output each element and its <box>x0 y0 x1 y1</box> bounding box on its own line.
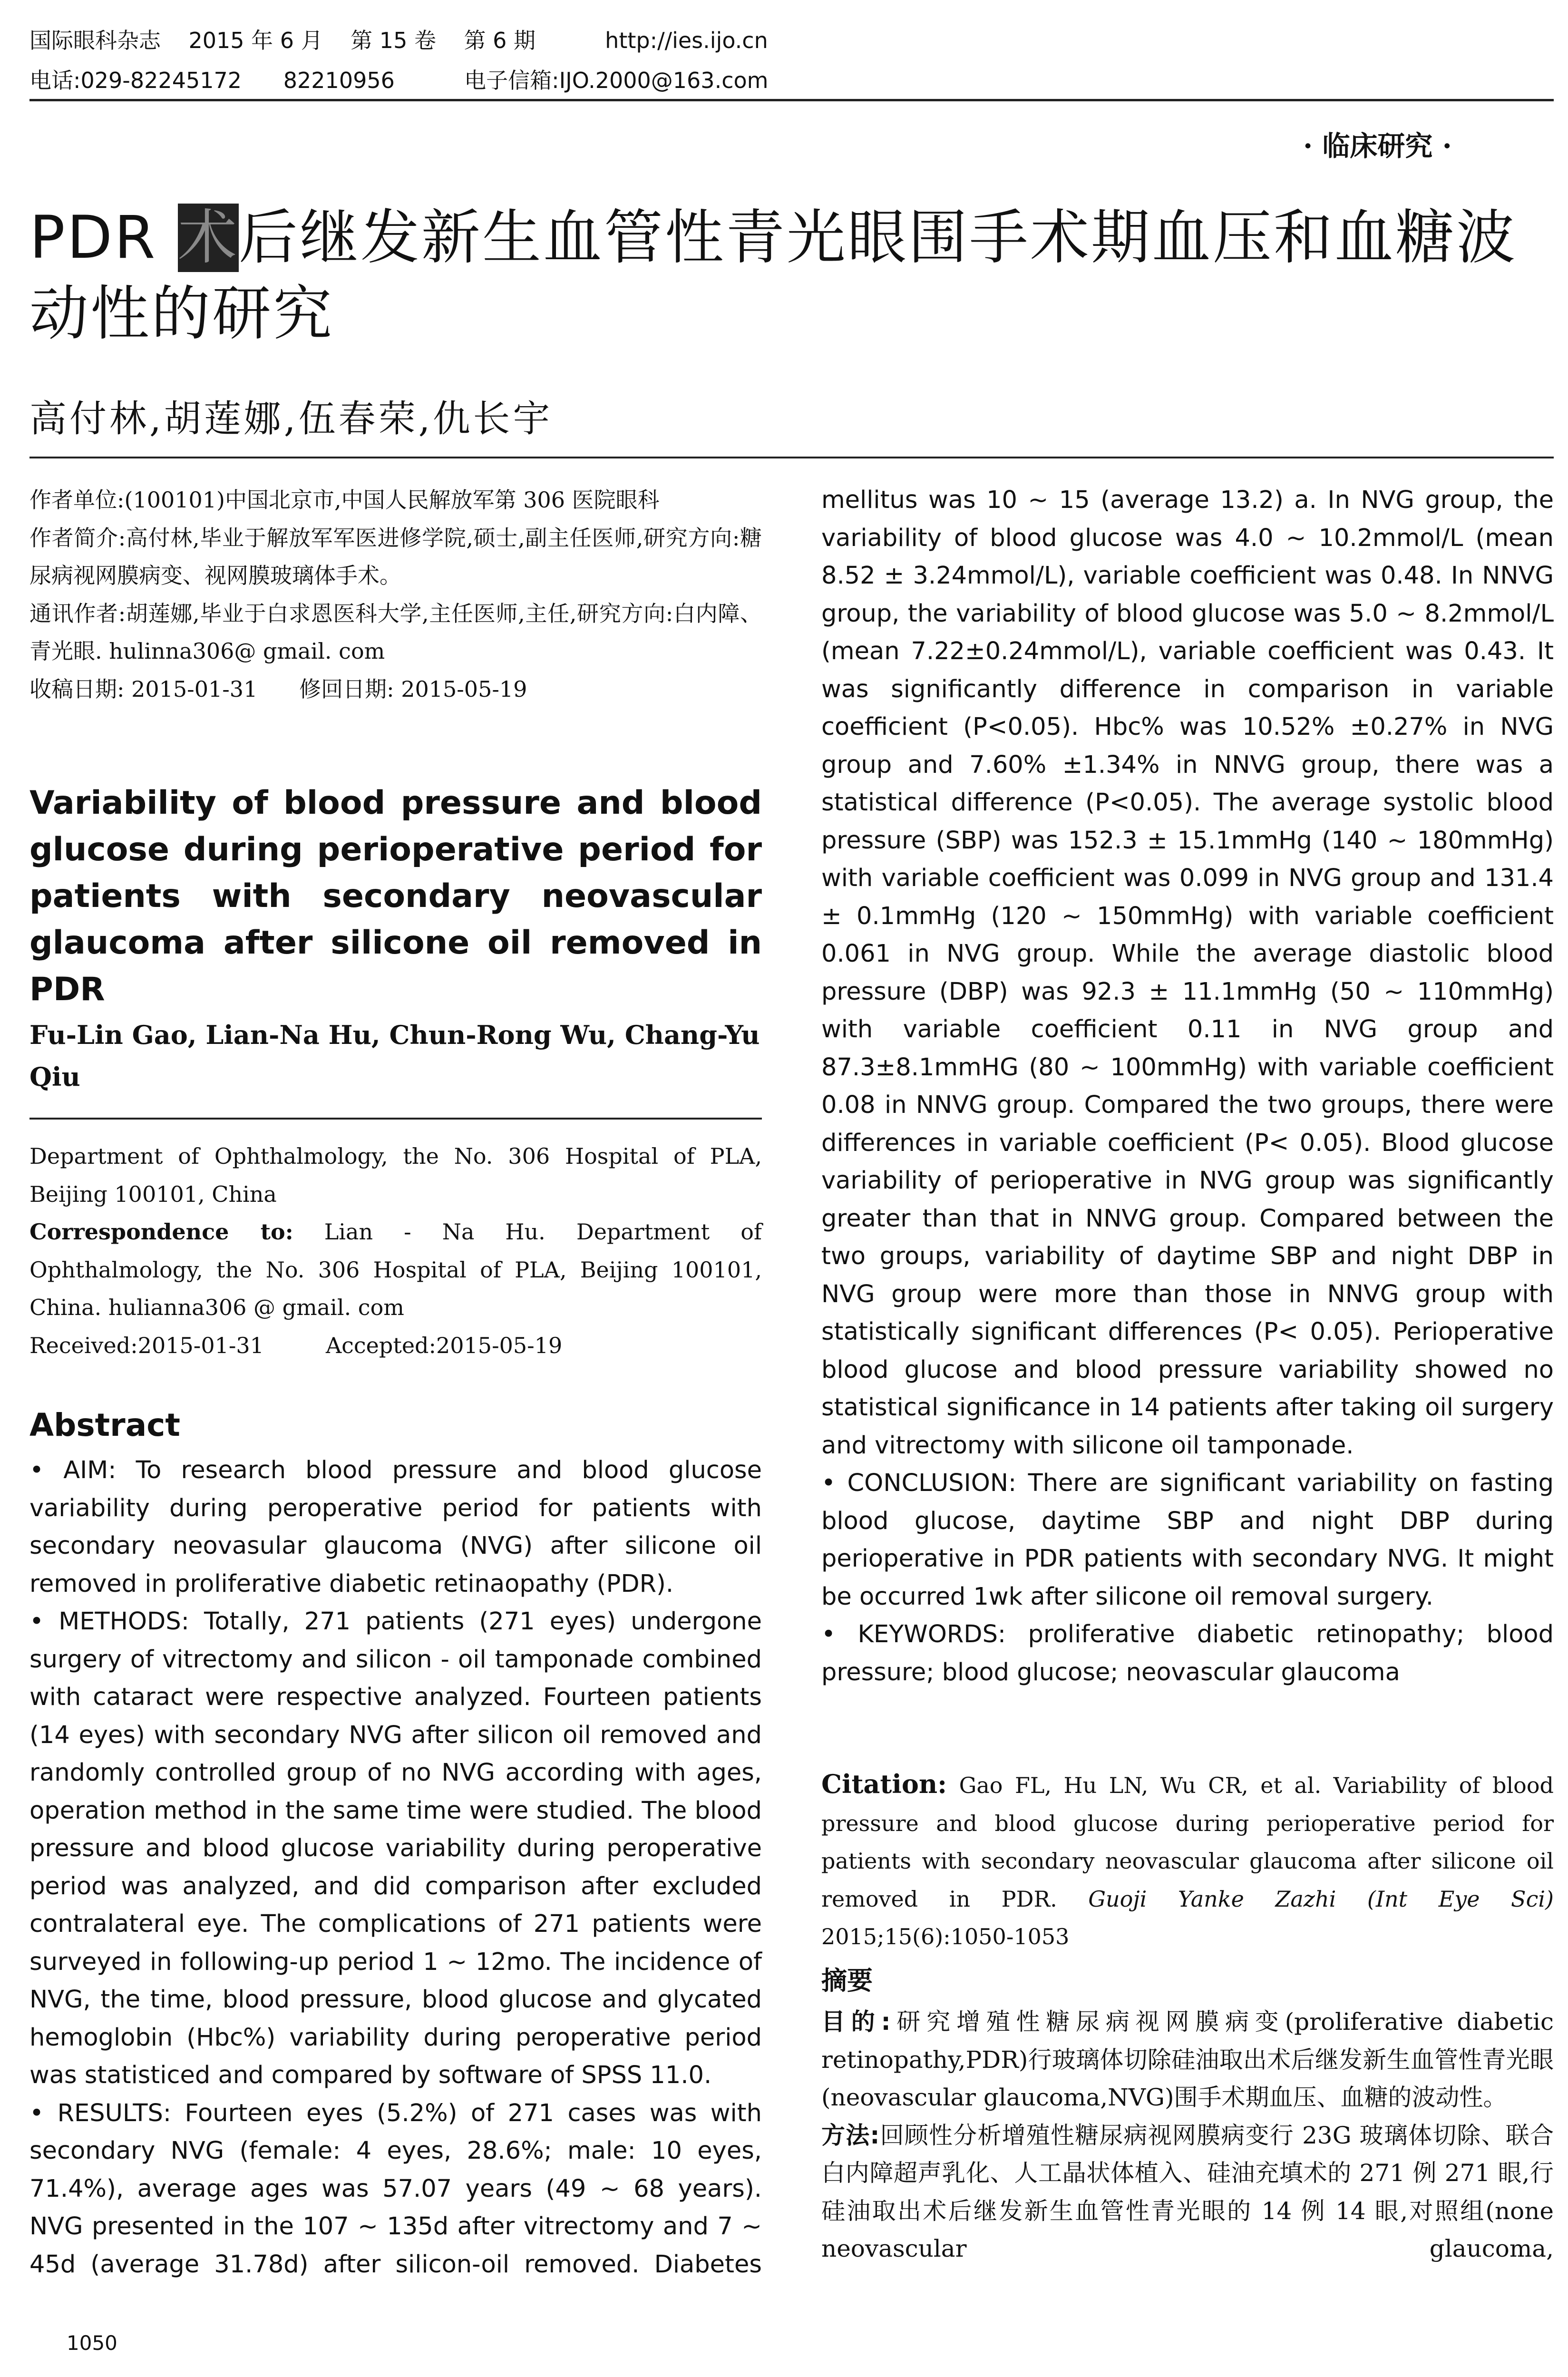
citation-tail: 2015;15(6):1050-1053 <box>821 1924 1070 1949</box>
title-prefix: PDR <box>29 204 178 272</box>
citation-text: Gao FL, Hu LN, Wu CR, et al. Variability of blood pressure and blood glucose during perioperative period for patients with secondary neovascular glaucoma after silicone oil removed in PDR. <box>821 1773 1554 1912</box>
paper-title-cn <box>29 200 1556 352</box>
keywords-text: proliferative diabetic retinopathy; blood pressure; blood glucose; neovascular glaucoma <box>821 1620 1554 1686</box>
authors-rule <box>29 457 1554 458</box>
abstract-cn-methods <box>821 2117 1554 2268</box>
abstract-cn-body <box>821 2003 1554 2268</box>
affiliation-cn-block <box>29 481 762 708</box>
received-date: Received:2015-01-31 <box>29 1332 264 1358</box>
abstract-cn-aim-label: 目的: <box>821 2008 891 2036</box>
conclusion-text: There are significant variability on fasting blood glucose, daytime SBP and night DBP during perioperative in PDR patients with secondary NVG. It might be occurred 1wk after silicone oil removal surgery. <box>821 1469 1554 1611</box>
abstract-cn-heading: 摘要 <box>821 1966 873 1996</box>
paper-title-en: Variability of blood pressure and blood glucose during perioperative period for patients with secondary neovascular glaucoma after silicone oil removed in PDR <box>29 784 762 1008</box>
abstract-aim <box>29 1452 762 1603</box>
journal-header-line1: 国际眼科杂志 2015 年 6 月 第 15 卷 第 6 期 http://ies.ijo.cn <box>29 28 768 53</box>
abstract-cn-aim-text: 研究增殖性糖尿病视网膜病变(proliferative diabetic retinopathy,PDR)行玻璃体切除硅油取出术后继发新生血管性青光眼(neovascular glaucoma,NVG)围手术期血压、血糖的波动性。 <box>821 2008 1554 2111</box>
abstract-methods <box>29 1603 762 2094</box>
aim-text: To research blood pressure and blood glucose variability during peroperative period for patients with secondary neovasular glaucoma (NVG) after silicone oil removed in proliferative diabetic retinaopathy (PDR). <box>29 1456 762 1598</box>
affiliation-cn-unit: 作者单位:(100101)中国北京市,中国人民解放军第 306 医院眼科 <box>29 487 660 513</box>
methods-label: • METHODS: <box>29 1607 189 1636</box>
affiliation-cn-bio: 作者简介:高付林,毕业于解放军军医进修学院,硕士,副主任医师,研究方向:糖尿病视网膜病变、视网膜玻璃体手术。 <box>29 525 762 588</box>
citation-block <box>821 1765 1554 1956</box>
title-marked-char: 术 <box>177 204 239 272</box>
correspondence-label: Correspondence to: <box>29 1219 293 1245</box>
citation-label: Citation: <box>821 1769 947 1799</box>
authors-en-rule <box>29 1118 762 1120</box>
abstract-results-start <box>29 2094 762 2284</box>
authors-cn: 高付林,胡莲娜,伍春荣,仇长宇 <box>29 398 553 440</box>
abstract-right-column <box>821 481 1554 1691</box>
citation-journal: Guoji Yanke Zazhi (Int Eye Sci) <box>1088 1886 1554 1912</box>
section-tag: · 临床研究 · <box>1303 130 1452 162</box>
page-number: 1050 <box>67 2331 117 2355</box>
affiliation-cn-corr: 通讯作者:胡莲娜,毕业于白求恩医科大学,主任医师,主任,研究方向:白内障、青光眼. hulinna306@ gmail. com <box>29 600 762 664</box>
header-rule <box>29 99 1554 101</box>
abstract-results-cont: mellitus was 10 ~ 15 (average 13.2) a. In NVG group, the variability of blood glucose was 4.0 ~ 10.2mmol/L (mean 8.52 ± 3.24mmol/L), variable coefficient was 0.48. In NNVG group, the variability of blood glucose was 5.0 ~ 8.2mmol/L (mean 7.22±0.24mmol/L), variable coefficient was 0.43. It was significantly difference in comparison in variable coefficient (P<0.05). Hbc% was 10.52% ±0.27% in NVG group and 7.60% ±1.34% in NNVG group, there was a statistical difference (P<0.05). The average systolic blood pressure (SBP) was 152.3 ± 15.1mmHg (140 ~ 180mmHg) with variable coefficient was 0.099 in NVG group and 131.4 ± 0.1mmHg (120 ~ 150mmHg) with variable coefficient 0.061 in NVG group. While the average diastolic blood pressure (DBP) was 92.3 ± 11.1mmHg (50 ~ 110mmHg) with variable coefficient 0.11 in NVG group and 87.3±8.1mmHG (80 ~ 100mmHg) with variable coefficient 0.08 in NNVG group. Compared the two groups, there were differences in variable coefficient (P< 0.05). Blood glucose variability of perioperative in NVG group was significantly greater than that in NNVG group. Compared between the two groups, variability of daytime SBP and night DBP in NVG group were more than those in NNVG group with statistically significant differences (P< 0.05). Perioperative blood glucose and blood pressure variability showed no statistical significance in 14 patients after taking oil surgery and vitrectomy with silicone oil tamponade. <box>821 486 1554 1460</box>
accepted-date: Accepted:2015-05-19 <box>325 1332 563 1358</box>
affiliation-en-block <box>29 1138 762 1364</box>
affiliation-cn-dates: 收稿日期: 2015-01-31 修回日期: 2015-05-19 <box>29 676 527 702</box>
affiliation-en-dept: Department of Ophthalmology, the No. 306 Hospital of PLA, Beijing 100101, China <box>29 1143 762 1207</box>
abstract-conclusion <box>821 1464 1554 1616</box>
correspondence-text: Lian - Na Hu. Department of Ophthalmology, the No. 306 Hospital of PLA, Beijing 100101, China. hulianna306 @ gmail. com <box>29 1219 762 1320</box>
received-accepted <box>29 1327 762 1365</box>
journal-header-line2: 电话:029-82245172 82210956 电子信箱:IJO.2000@163.com <box>29 68 769 93</box>
abstract-left-column <box>29 1452 762 2283</box>
abstract-cn-methods-text: 回顾性分析增殖性糖尿病视网膜病变行 23G 玻璃体切除、联合白内障超声乳化、人工晶状体植入、硅油充填术的 271 例 271 眼,行硅油取出术后继发新生血管性青光眼的 14 例 14 眼,对照组(none neovascular glaucoma, <box>821 2121 1554 2262</box>
abstract-heading: Abstract <box>29 1407 180 1443</box>
correspondence <box>29 1213 762 1327</box>
abstract-keywords <box>821 1616 1554 1691</box>
results-text-left: Fourteen eyes (5.2%) of 271 cases was with secondary NVG (female: 4 eyes, 28.6%; male: 10 eyes, 71.4%), average ages was 57.07 years (49 ~ 68 years). NVG presented in the 107 ~ 135d after vitrectomy and 7 ~ 45d (average 31.78d) after silicon-oil removed. Diabetes <box>29 2099 762 2279</box>
title-rest: 后继发新生血管性青光眼围手术期血压和血糖波动性的研究 <box>29 204 1517 348</box>
methods-text: Totally, 271 patients (271 eyes) undergone surgery of vitrectomy and silicon - oil tamponade combined with cataract were respective analyzed. Fourteen patients (14 eyes) with secondary NVG after silicon oil removed and randomly controlled group of no NVG according with ages, operation method in the same time were studied. The blood pressure and blood glucose variability during peroperative period was analyzed, and did comparison after excluded contralateral eye. The complications of 271 patients were surveyed in following-up period 1 ~ 12mo. The incidence of NVG, the time, blood pressure, blood glucose and glycated hemoglobin (Hbc%) variability during peroperative period was statisticed and compared by software of SPSS 11.0. <box>29 1607 762 2089</box>
abstract-cn-aim <box>821 2003 1554 2117</box>
authors-en: Fu-Lin Gao, Lian-Na Hu, Chun-Rong Wu, Chang-Yu Qiu <box>29 1020 760 1092</box>
abstract-cn-methods-label: 方法: <box>821 2121 880 2149</box>
conclusion-label: • CONCLUSION: <box>821 1469 1017 1497</box>
aim-label: • AIM: <box>29 1456 117 1484</box>
keywords-label: • KEYWORDS: <box>821 1620 1006 1648</box>
results-label: • RESULTS: <box>29 2099 172 2127</box>
